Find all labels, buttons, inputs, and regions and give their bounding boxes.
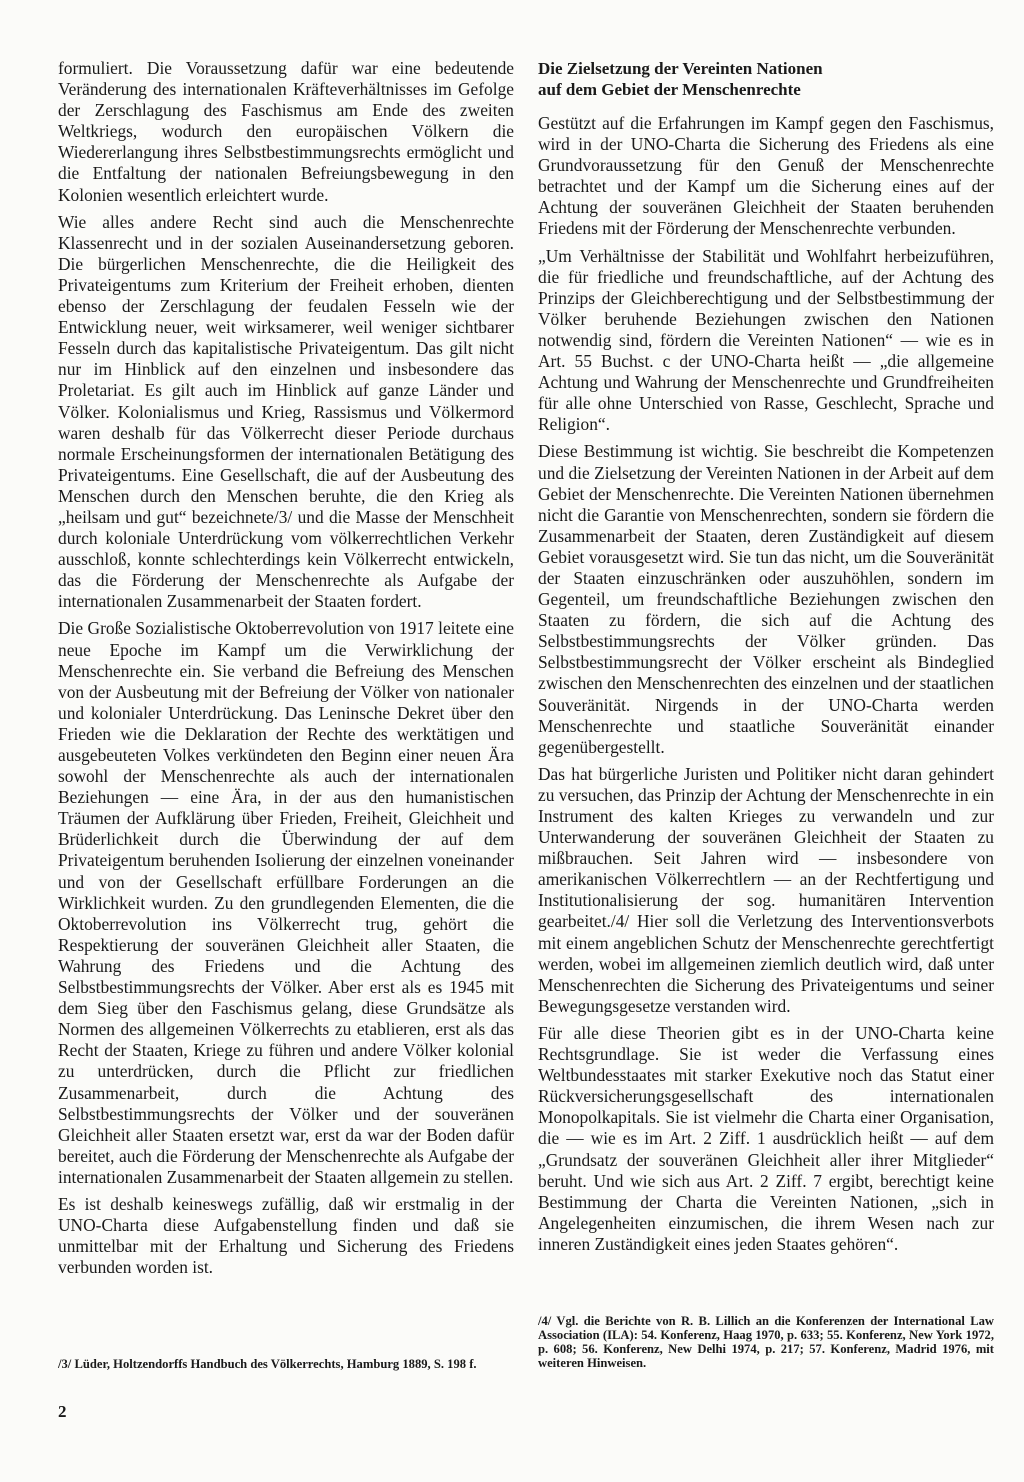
paragraph: „Um Verhältnisse der Stabilität und Wohlfahrt herbeizuführen, die für friedliche und freundschaftliche, auf der Achtung des Prinzips der Gleichberechtigung und der Selbstbestimmung der Völker beruhende Beziehungen zwischen den Nationen notwendig sind, fördern die Vereinten Nationen“ — wie es in Art. 55 Buchst. c der UNO-Charta heißt — „die allgemeine Achtung und Wahrung der Menschenrechte und Grundfreiheiten für alle ohne Unterschied von Rasse, Geschlecht, Sprache und Religion“. <box>538 245 994 435</box>
paragraph: Das hat bürgerliche Juristen und Politiker nicht daran gehindert zu versuchen, das Prinzip der Achtung der Menschenrechte in ein Instrument des kalten Krieges zu verwandeln und zur Unterwanderung der souveränen Gleichheit der Staaten zu mißbrauchen. Seit Jahren wird — insbesondere von amerikanischen Völkerrechtlern — an der Rechtfertigung und Institutionalisierung der sog. humanitären Intervention gearbeitet./4/ Hier soll die Verletzung des Interventionsverbots mit einem angeblichen Schutz der Menschenrechte gerechtfertigt werden, wobei im allgemeinen ziemlich deutlich wird, daß unter Menschenrechten die Sicherung des Privateigentums und seiner Bewegungsgesetze verstanden wird. <box>538 763 994 1016</box>
paragraph: formuliert. Die Voraussetzung dafür war eine bedeutende Veränderung des internationalen Kräfteverhältnisses im Gefolge der Zerschlagung des Faschismus am Ende des zweiten Weltkriegs, wodurch den europäischen Völkern die Wiedererlangung ihres Selbstbestimmungsrechts ermöglicht und die Entfaltung der nationalen Befreiungsbewegung in den Kolonien wesentlich erleichtert wurde. <box>58 58 514 205</box>
paragraph: Gestützt auf die Erfahrungen im Kampf gegen den Faschismus, wird in der UNO-Charta die Sicherung des Friedens als eine Grundvoraussetzung für den Genuß der Menschenrechte betrachtet und der Kampf um die Sicherung eines auf der Achtung der souveränen Gleichheit der Staaten beruhenden Friedens mit der Förderung der Menschenrechte verbunden. <box>538 113 994 239</box>
left-column <box>58 58 514 1284</box>
right-column <box>538 58 994 1261</box>
paragraph: Diese Bestimmung ist wichtig. Sie beschreibt die Kompetenzen und die Zielsetzung der Vereinten Nationen in der Arbeit auf dem Gebiet der Menschenrechte. Die Vereinten Nationen übernehmen nicht die Garantie von Menschenrechten, sondern sie fördern die Zusammenarbeit der Staaten, deren Zuständigkeit auf diesem Gebiet vorausgesetzt wird. Sie tun das nicht, um die Souveränität der Staaten einzuschränken oder auszuhöhlen, sondern im Gegenteil, um freundschaftliche Beziehungen zwischen den Staaten zu fördern, die sich auf die Achtung des Selbstbestimmungsrechts der Völker gründen. Das Selbstbestimmungsrecht der Völker erscheint als Bindeglied zwischen den Menschenrechten des einzelnen und der staatlichen Souveränität. Nirgends in der UNO-Charta werden Menschenrechte und staatliche Souveränität einander gegenübergestellt. <box>538 441 994 757</box>
page-number: 2 <box>58 1402 67 1421</box>
section-heading-line: auf dem Gebiet der Menschenrechte <box>538 80 801 99</box>
section-heading-line: Die Zielsetzung der Vereinten Nationen <box>538 59 823 78</box>
paragraph: Wie alles andere Recht sind auch die Menschenrechte Klassenrecht und in der sozialen Auseinandersetzung geboren. Die bürgerlichen Menschenrechte, die die Heiligkeit des Privateigentums zum Kriterium der Freiheit erhoben, dienten ebenso der Zerschlagung der feudalen Fesseln wie der Entwicklung neuer, weit wirksamerer, weil weniger sichtbarer Fesseln durch das kapitalistische Privateigentum. Das gilt nicht nur im Hinblick auf den einzelnen und insbesondere das Proletariat. Es gilt auch im Hinblick auf ganze Länder und Völker. Kolonialismus und Krieg, Rassismus und Völkermord waren deshalb für das Völkerrecht dieser Periode durchaus normale Erscheinungsformen der internationalen Betätigung des Privateigentums. Eine Gesellschaft, die auf der Ausbeutung des Menschen durch den Menschen beruhte, die den Krieg als „heilsam und gut“ bezeichnete/3/ und die Masse der Menschheit durch koloniale Unterdrückung vom völkerrechtlichen Verkehr ausschloß, konnte schlechterdings kein Völkerrecht entwickeln, das die Förderung der Menschenrechte als Aufgabe der internationalen Zusammenarbeit der Staaten fordert. <box>58 211 514 612</box>
paragraph: Es ist deshalb keineswegs zufällig, daß wir erstmalig in der UNO-Charta diese Aufgabenstellung finden und daß sie unmittelbar mit der Erhaltung und Sicherung des Friedens verbunden worden ist. <box>58 1193 514 1278</box>
footnote-4: /4/ Vgl. die Berichte von R. B. Lillich an die Konferenzen der International Law Association (ILA): 54. Konferenz, Haag 1970, p. 633; 55. Konferenz, New York 1972, p. 608; 56. Konferenz, New Delhi 1974, p. 217; 57. Konferenz, Madrid 1976, mit weiteren Hinweisen. <box>538 1314 994 1370</box>
section-heading <box>538 58 994 100</box>
paragraph: Die Große Sozialistische Oktoberrevolution von 1917 leitete eine neue Epoche im Kampf um die Verwirklichung der Menschenrechte ein. Sie verband die Befreiung des Menschen von der Ausbeutung mit der Befreiung der Völker von nationaler und kolonialer Unterdrückung. Das Leninsche Dekret über den Frieden wie die Deklaration der Rechte des werktätigen und ausgebeuteten Volkes verkündeten den Beginn einer neuen Ära sowohl der Menschenrechte als auch der internationalen Beziehungen — eine Ära, in der aus den humanistischen Träumen der Aufklärung über Frieden, Freiheit, Gleichheit und Brüderlichkeit durch die Überwindung der auf dem Privateigentum beruhenden Isolierung der einzelnen voneinander und von der Gesellschaft erfüllbare Forderungen an die Wirklichkeit wurden. Zu den grundlegenden Elementen, die die Oktoberrevolution ins Völkerrecht trug, gehört die Respektierung der souveränen Gleichheit aller Staaten, die Wahrung des Friedens und die Achtung des Selbstbestimmungsrechts der Völker. Aber erst als es 1945 mit dem Sieg über den Faschismus gelang, diese Grundsätze als Normen des allgemeinen Völkerrechts zu etablieren, erst als das Recht der Staaten, Kriege zu führen und andere Völker kolonial zu unterdrücken, durch die Pflicht zur friedlichen Zusammenarbeit, durch die Achtung des Selbstbestimmungsrechts der Völker und der souveränen Gleichheit aller Staaten ersetzt war, erst da war der Boden dafür bereitet, auch die Förderung der Menschenrechte als Aufgabe der internationalen Zusammenarbeit der Staaten allgemein zu stellen. <box>58 618 514 1187</box>
footnote-3: /3/ Lüder, Holtzendorffs Handbuch des Völkerrechts, Hamburg 1889, S. 198 f. <box>58 1357 477 1371</box>
paragraph: Für alle diese Theorien gibt es in der UNO-Charta keine Rechtsgrundlage. Sie ist weder die Verfassung eines Weltbundesstaates mit starker Exekutive noch das Statut einer Rückversicherungsgesellschaft des internationalen Monopolkapitals. Sie ist vielmehr die Charta einer Organisation, die — wie es im Art. 2 Ziff. 1 ausdrücklich heißt — auf dem „Grundsatz der souveränen Gleichheit aller ihrer Mitglieder“ beruht. Und wie sich aus Art. 2 Ziff. 7 ergibt, berechtigt keine Bestimmung der Charta die Vereinten Nationen, „sich in Angelegenheiten einzumischen, die ihrem Wesen nach zur inneren Zuständigkeit eines jeden Staates gehören“. <box>538 1022 994 1254</box>
